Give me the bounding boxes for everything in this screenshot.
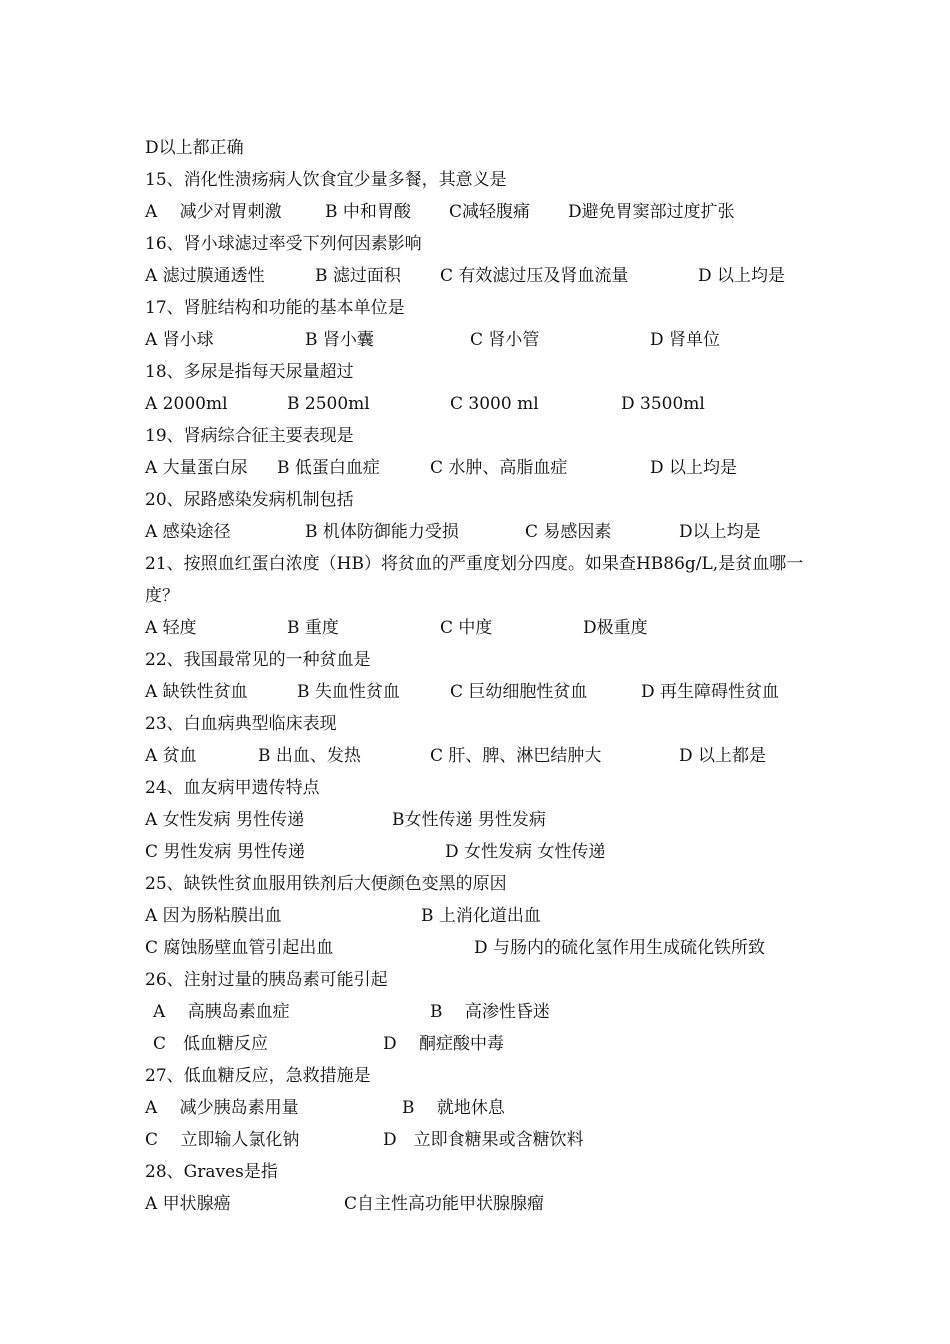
question-text: 17、肾脏结构和功能的基本单位是 xyxy=(145,298,405,318)
question-text: 18、多尿是指每天尿量超过 xyxy=(145,362,354,382)
question-16 xyxy=(145,228,815,260)
options-24-row1 xyxy=(145,804,815,836)
option-a: A 减少对胃刺激 xyxy=(145,202,282,222)
options-27-row2 xyxy=(145,1124,815,1156)
question-text: 22、我国最常见的一种贫血是 xyxy=(145,650,371,670)
question-27 xyxy=(145,1060,815,1092)
option-a: A 女性发病 男性传递 xyxy=(145,810,305,830)
option-c: C 水肿、高脂血症 xyxy=(430,458,568,478)
option-d: D 立即食糖果或含糖饮料 xyxy=(383,1130,584,1150)
exam-content xyxy=(145,132,815,1220)
option-b: B 肾小囊 xyxy=(305,330,374,350)
options-21 xyxy=(145,612,815,644)
option-a: A 因为肠粘膜出血 xyxy=(145,906,282,926)
question-text: 21、按照血红蛋白浓度（HB）将贫血的严重度划分四度。如果查HB86g/L,是贫血哪一度？ xyxy=(145,554,804,606)
options-25-row2 xyxy=(145,932,815,964)
option-c: C 肾小管 xyxy=(470,330,540,350)
options-25-row1 xyxy=(145,900,815,932)
question-text: 25、缺铁性贫血服用铁剂后大便颜色变黑的原因 xyxy=(145,874,507,894)
option-b: B 就地休息 xyxy=(402,1098,505,1118)
option-c: C减轻腹痛 xyxy=(449,202,531,222)
option-a: A 缺铁性贫血 xyxy=(145,682,248,702)
option-a: A 高胰岛素血症 xyxy=(153,1002,290,1022)
option-a: A 轻度 xyxy=(145,618,197,638)
options-17 xyxy=(145,324,815,356)
option-b: B 低蛋白血症 xyxy=(277,458,380,478)
option-c: C 3000 ml xyxy=(450,394,539,414)
options-19 xyxy=(145,452,815,484)
question-text: 27、低血糖反应，急救措施是 xyxy=(145,1066,371,1086)
options-26-row1 xyxy=(145,996,815,1028)
option-d: D 酮症酸中毒 xyxy=(383,1034,505,1054)
question-text: 15、消化性溃疡病人饮食宜少量多餐，其意义是 xyxy=(145,170,507,190)
options-24-row2 xyxy=(145,836,815,868)
option-a: A 减少胰岛素用量 xyxy=(145,1098,299,1118)
option-b: B 上消化道出血 xyxy=(421,906,541,926)
answer-text: D以上都正确 xyxy=(145,138,244,158)
question-text: 28、Graves是指 xyxy=(145,1162,278,1182)
option-d: D 以上均是 xyxy=(650,458,738,478)
option-d: D 肾单位 xyxy=(650,330,721,350)
option-d: D 以上都是 xyxy=(679,746,767,766)
option-b: B女性传递 男性发病 xyxy=(392,810,546,830)
option-b: B 高渗性昏迷 xyxy=(430,1002,550,1022)
option-b: B 出血、发热 xyxy=(258,746,361,766)
option-d: D 与肠内的硫化氢作用生成硫化铁所致 xyxy=(474,938,766,958)
options-23 xyxy=(145,740,815,772)
option-d: D 女性发病 女性传递 xyxy=(445,842,606,862)
answer-line xyxy=(145,132,815,164)
option-d: D以上均是 xyxy=(679,522,761,542)
option-c: C 有效滤过压及肾血流量 xyxy=(440,266,629,286)
question-text: 26、注射过量的胰岛素可能引起 xyxy=(145,970,388,990)
question-28 xyxy=(145,1156,815,1188)
option-c: C 男性发病 男性传递 xyxy=(145,842,305,862)
question-26 xyxy=(145,964,815,996)
options-18 xyxy=(145,388,815,420)
option-c: C自主性高功能甲状腺腺瘤 xyxy=(344,1194,545,1214)
question-19 xyxy=(145,420,815,452)
option-c: C 巨幼细胞性贫血 xyxy=(450,682,588,702)
option-c: C 低血糖反应 xyxy=(153,1034,269,1054)
option-d: D 3500ml xyxy=(621,394,705,414)
option-a: A 2000ml xyxy=(145,394,228,414)
option-d: D 再生障碍性贫血 xyxy=(641,682,780,702)
option-b: B 2500ml xyxy=(287,394,370,414)
question-15 xyxy=(145,164,815,196)
options-28 xyxy=(145,1188,815,1220)
option-c: C 中度 xyxy=(440,618,493,638)
option-c: C 腐蚀肠壁血管引起出血 xyxy=(145,938,334,958)
option-a: A 甲状腺癌 xyxy=(145,1194,231,1214)
option-d: D极重度 xyxy=(583,618,648,638)
question-22 xyxy=(145,644,815,676)
option-c: C 肝、脾、淋巴结肿大 xyxy=(430,746,602,766)
options-20 xyxy=(145,516,815,548)
option-c: C 立即输人氯化钠 xyxy=(145,1130,300,1150)
option-a: A 大量蛋白尿 xyxy=(145,458,248,478)
options-15 xyxy=(145,196,815,228)
question-text: 20、尿路感染发病机制包括 xyxy=(145,490,354,510)
option-a: A 感染途径 xyxy=(145,522,231,542)
option-a: A 贫血 xyxy=(145,746,197,766)
option-c: C 易感因素 xyxy=(525,522,612,542)
options-22 xyxy=(145,676,815,708)
question-23 xyxy=(145,708,815,740)
option-d: D 以上均是 xyxy=(698,266,786,286)
question-21 xyxy=(145,548,815,612)
question-text: 23、白血病典型临床表现 xyxy=(145,714,337,734)
option-b: B 重度 xyxy=(287,618,339,638)
option-d: D避免胃窦部过度扩张 xyxy=(568,202,735,222)
option-a: A 肾小球 xyxy=(145,330,214,350)
options-16 xyxy=(145,260,815,292)
option-b: B 机体防御能力受损 xyxy=(305,522,459,542)
question-text: 24、血友病甲遗传特点 xyxy=(145,778,320,798)
question-24 xyxy=(145,772,815,804)
question-17 xyxy=(145,292,815,324)
option-a: A 滤过膜通透性 xyxy=(145,266,265,286)
options-27-row1 xyxy=(145,1092,815,1124)
question-20 xyxy=(145,484,815,516)
options-26-row2 xyxy=(145,1028,815,1060)
question-25 xyxy=(145,868,815,900)
option-b: B 滤过面积 xyxy=(315,266,401,286)
question-text: 19、肾病综合征主要表现是 xyxy=(145,426,354,446)
option-b: B 中和胃酸 xyxy=(325,202,411,222)
question-text: 16、肾小球滤过率受下列何因素影响 xyxy=(145,234,422,254)
question-18 xyxy=(145,356,815,388)
option-b: B 失血性贫血 xyxy=(297,682,400,702)
